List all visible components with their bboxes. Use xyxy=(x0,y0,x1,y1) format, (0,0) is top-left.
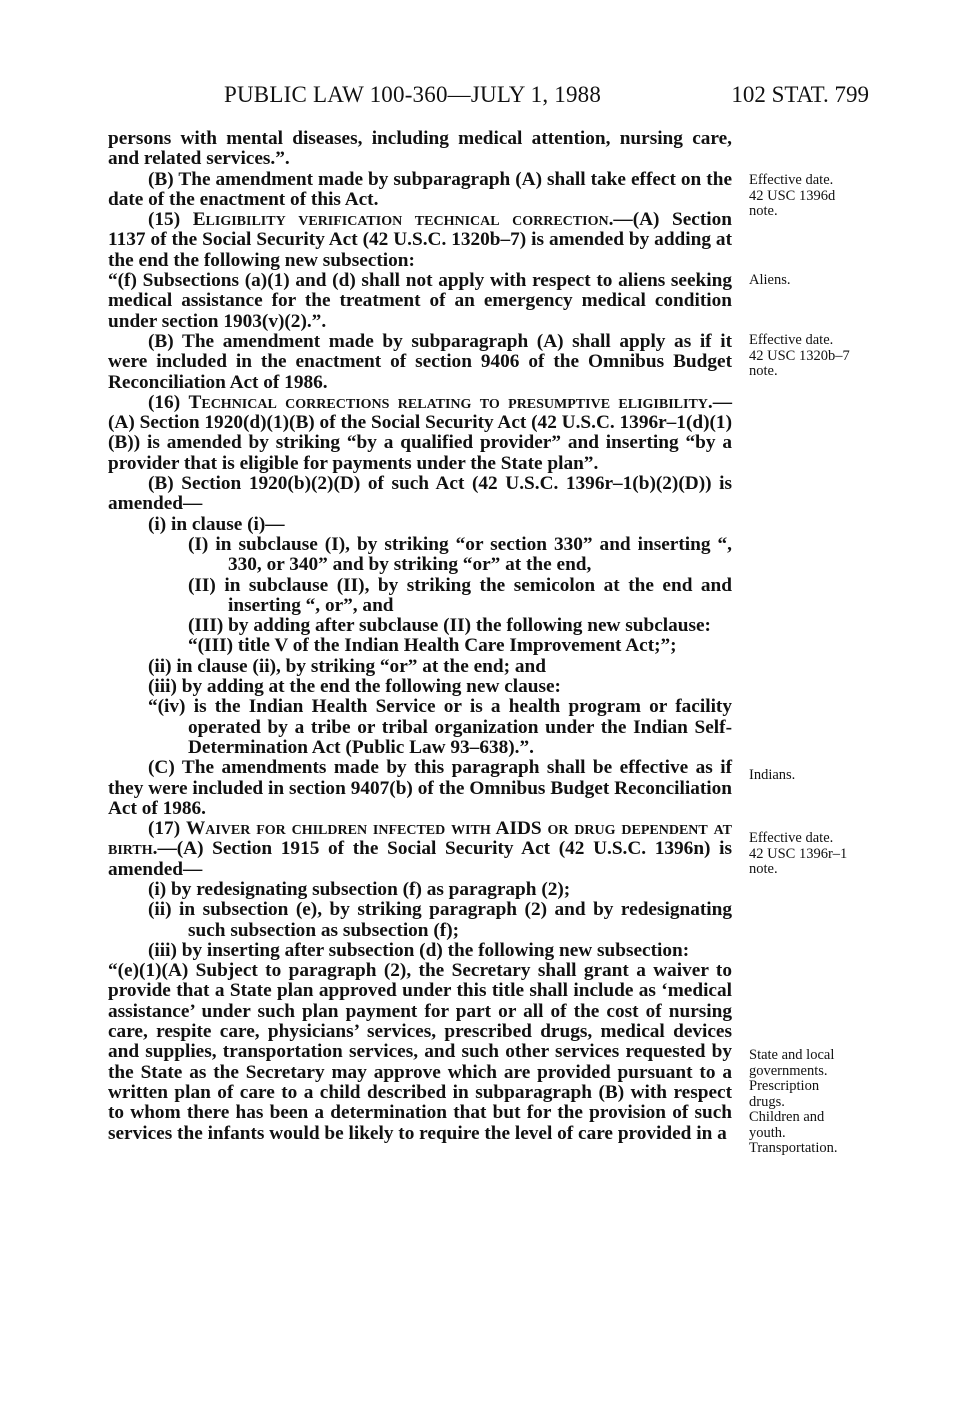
clause: (iii) by adding at the end the following new clause: xyxy=(148,676,561,698)
subclause: (I) in subclause (I), by striking “or section 330” and inserting “, 330, or 340” and by striking “or” at the end, xyxy=(188,533,732,576)
margin-note-line: drugs. xyxy=(749,1093,785,1110)
paragraph: persons with mental diseases, including medical attention, nursing care, and related services.”. xyxy=(108,128,732,170)
margin-note-line: Children and xyxy=(749,1109,825,1125)
margin-note-aliens xyxy=(749,273,889,289)
margin-note-line: 42 USC 1396d xyxy=(749,187,836,204)
margin-note-indians xyxy=(749,768,889,784)
quoted-subsection: “(f) Subsections (a)(1) and (d) shall not apply with respect to aliens seeking medical assistance for the treatment of an emergency medical condition under section 1903(v)(2).”. xyxy=(108,270,732,332)
margin-note-line: State and local xyxy=(749,1047,835,1063)
margin-note-line: 42 USC 1320b–7 xyxy=(749,347,850,364)
clause: (ii) in clause (ii), by striking “or” at the end; and xyxy=(148,655,546,677)
margin-note-effective-date xyxy=(749,333,889,380)
margin-note-line: governments. xyxy=(749,1062,828,1079)
quoted-clause: “(iv) is the Indian Health Service or is a health program or facility operated by a tribe or tribal organization under the Indian Self-Determination Act (Public Law 93–638).”. xyxy=(148,696,732,758)
margin-note-line: note. xyxy=(749,861,778,877)
margin-note-line: note. xyxy=(749,203,778,219)
clause: (i) in clause (i)— xyxy=(148,513,285,535)
margin-note-line: Effective date. xyxy=(749,830,834,846)
paragraph-heading: Eligibility verification technical correction. xyxy=(192,209,614,231)
body-text xyxy=(108,129,732,1144)
margin-note-effective-date xyxy=(749,173,889,220)
paragraph-text: —(A) Section 1915 of the Social Security Act (42 U.S.C. 1396n) is amended— xyxy=(108,838,732,880)
paragraph: (B) The amendment made by subparagraph (A) shall apply as if it were included in the enactment of section 9406 of the Omnibus Budget Reconciliation Act of 1986. xyxy=(108,330,732,393)
paragraph-heading: Technical corrections relating to presumptive eligibility. xyxy=(188,391,713,413)
quoted-subclause: “(III) title V of the Indian Health Care Improvement Act;”; xyxy=(188,635,677,657)
paragraph-number: (16) xyxy=(148,391,189,413)
margin-note-line: Indians. xyxy=(749,767,796,783)
paragraph-text: —(A) Section 1920(d)(1)(B) of the Social Security Act (42 U.S.C. 1396r–1(d)(1)(B)) is amended by striking “by a qualified provider” and inserting “by a provider that is eligible for payments under the State plan”. xyxy=(108,391,732,474)
subclause: (III) by adding after subclause (II) the following new subclause: xyxy=(188,615,711,637)
paragraph xyxy=(108,819,732,880)
margin-note-effective-date xyxy=(749,831,889,878)
margin-note-line: Effective date. xyxy=(749,332,834,348)
page-header xyxy=(0,82,963,112)
paragraph: (C) The amendments made by this paragraph shall be effective as if they were included in section 9407(b) of the Omnibus Budget Reconciliation Act of 1986. xyxy=(108,757,732,819)
paragraph-number: (15) xyxy=(148,209,193,231)
paragraph-heading: Waiver for children infected with AIDS or drug dependent at birth. xyxy=(108,818,732,860)
margin-note-line: Transportation. xyxy=(749,1140,838,1156)
paragraph-text: —(A) Section 1137 of the Social Security Act (42 U.S.C. 1320b–7) is amended by adding at the end the following new subsection: xyxy=(108,209,732,271)
paragraph xyxy=(108,210,732,271)
quoted-subsection: “(e)(1)(A) Subject to paragraph (2), the Secretary shall grant a waiver to provide that a State plan approved under this title shall include as ‘medical assistance’ under such plan payment for part or all of the cost of nursing care, respite care, physicians’ services, prescribed drugs, medical devices and supplies, transportation services, and such other services requested by the State as the Secretary may approve which are provided pursuant to a written plan of care to a child described in subparagraph (B) with respect to whom there has been a determination that but for the provision of such services the infants would be likely to require the level of care provided in a xyxy=(108,960,732,1144)
clause: (iii) by inserting after subsection (d) the following new subsection: xyxy=(148,939,690,961)
paragraph: (B) Section 1920(b)(2)(D) of such Act (42 U.S.C. 1396r–1(b)(2)(D)) is amended— xyxy=(108,473,732,515)
margin-note-line: 42 USC 1396r–1 xyxy=(749,845,848,862)
clause: (i) by redesignating subsection (f) as paragraph (2); xyxy=(148,878,571,900)
margin-note-line: note. xyxy=(749,363,778,379)
margin-note-topics xyxy=(749,1048,889,1157)
margin-note-line: youth. xyxy=(749,1124,786,1141)
margin-note-line: Prescription xyxy=(749,1078,820,1094)
paragraph-number: (17) xyxy=(148,818,186,840)
clause: (ii) in subsection (e), by striking paragraph (2) and by redesignating such subsection as subsection (f); xyxy=(148,899,732,941)
margin-note-line: Aliens. xyxy=(749,272,791,288)
header-stat-page: 102 STAT. 799 xyxy=(731,82,869,107)
paragraph xyxy=(108,393,732,474)
paragraph: (B) The amendment made by subparagraph (A) shall take effect on the date of the enactment of this Act. xyxy=(108,168,732,210)
subclause: (II) in subclause (II), by striking the semicolon at the end and inserting “, or”, and xyxy=(188,574,732,616)
margin-note-line: Effective date. xyxy=(749,172,834,188)
header-title: PUBLIC LAW 100-360—JULY 1, 1988 xyxy=(224,82,602,107)
